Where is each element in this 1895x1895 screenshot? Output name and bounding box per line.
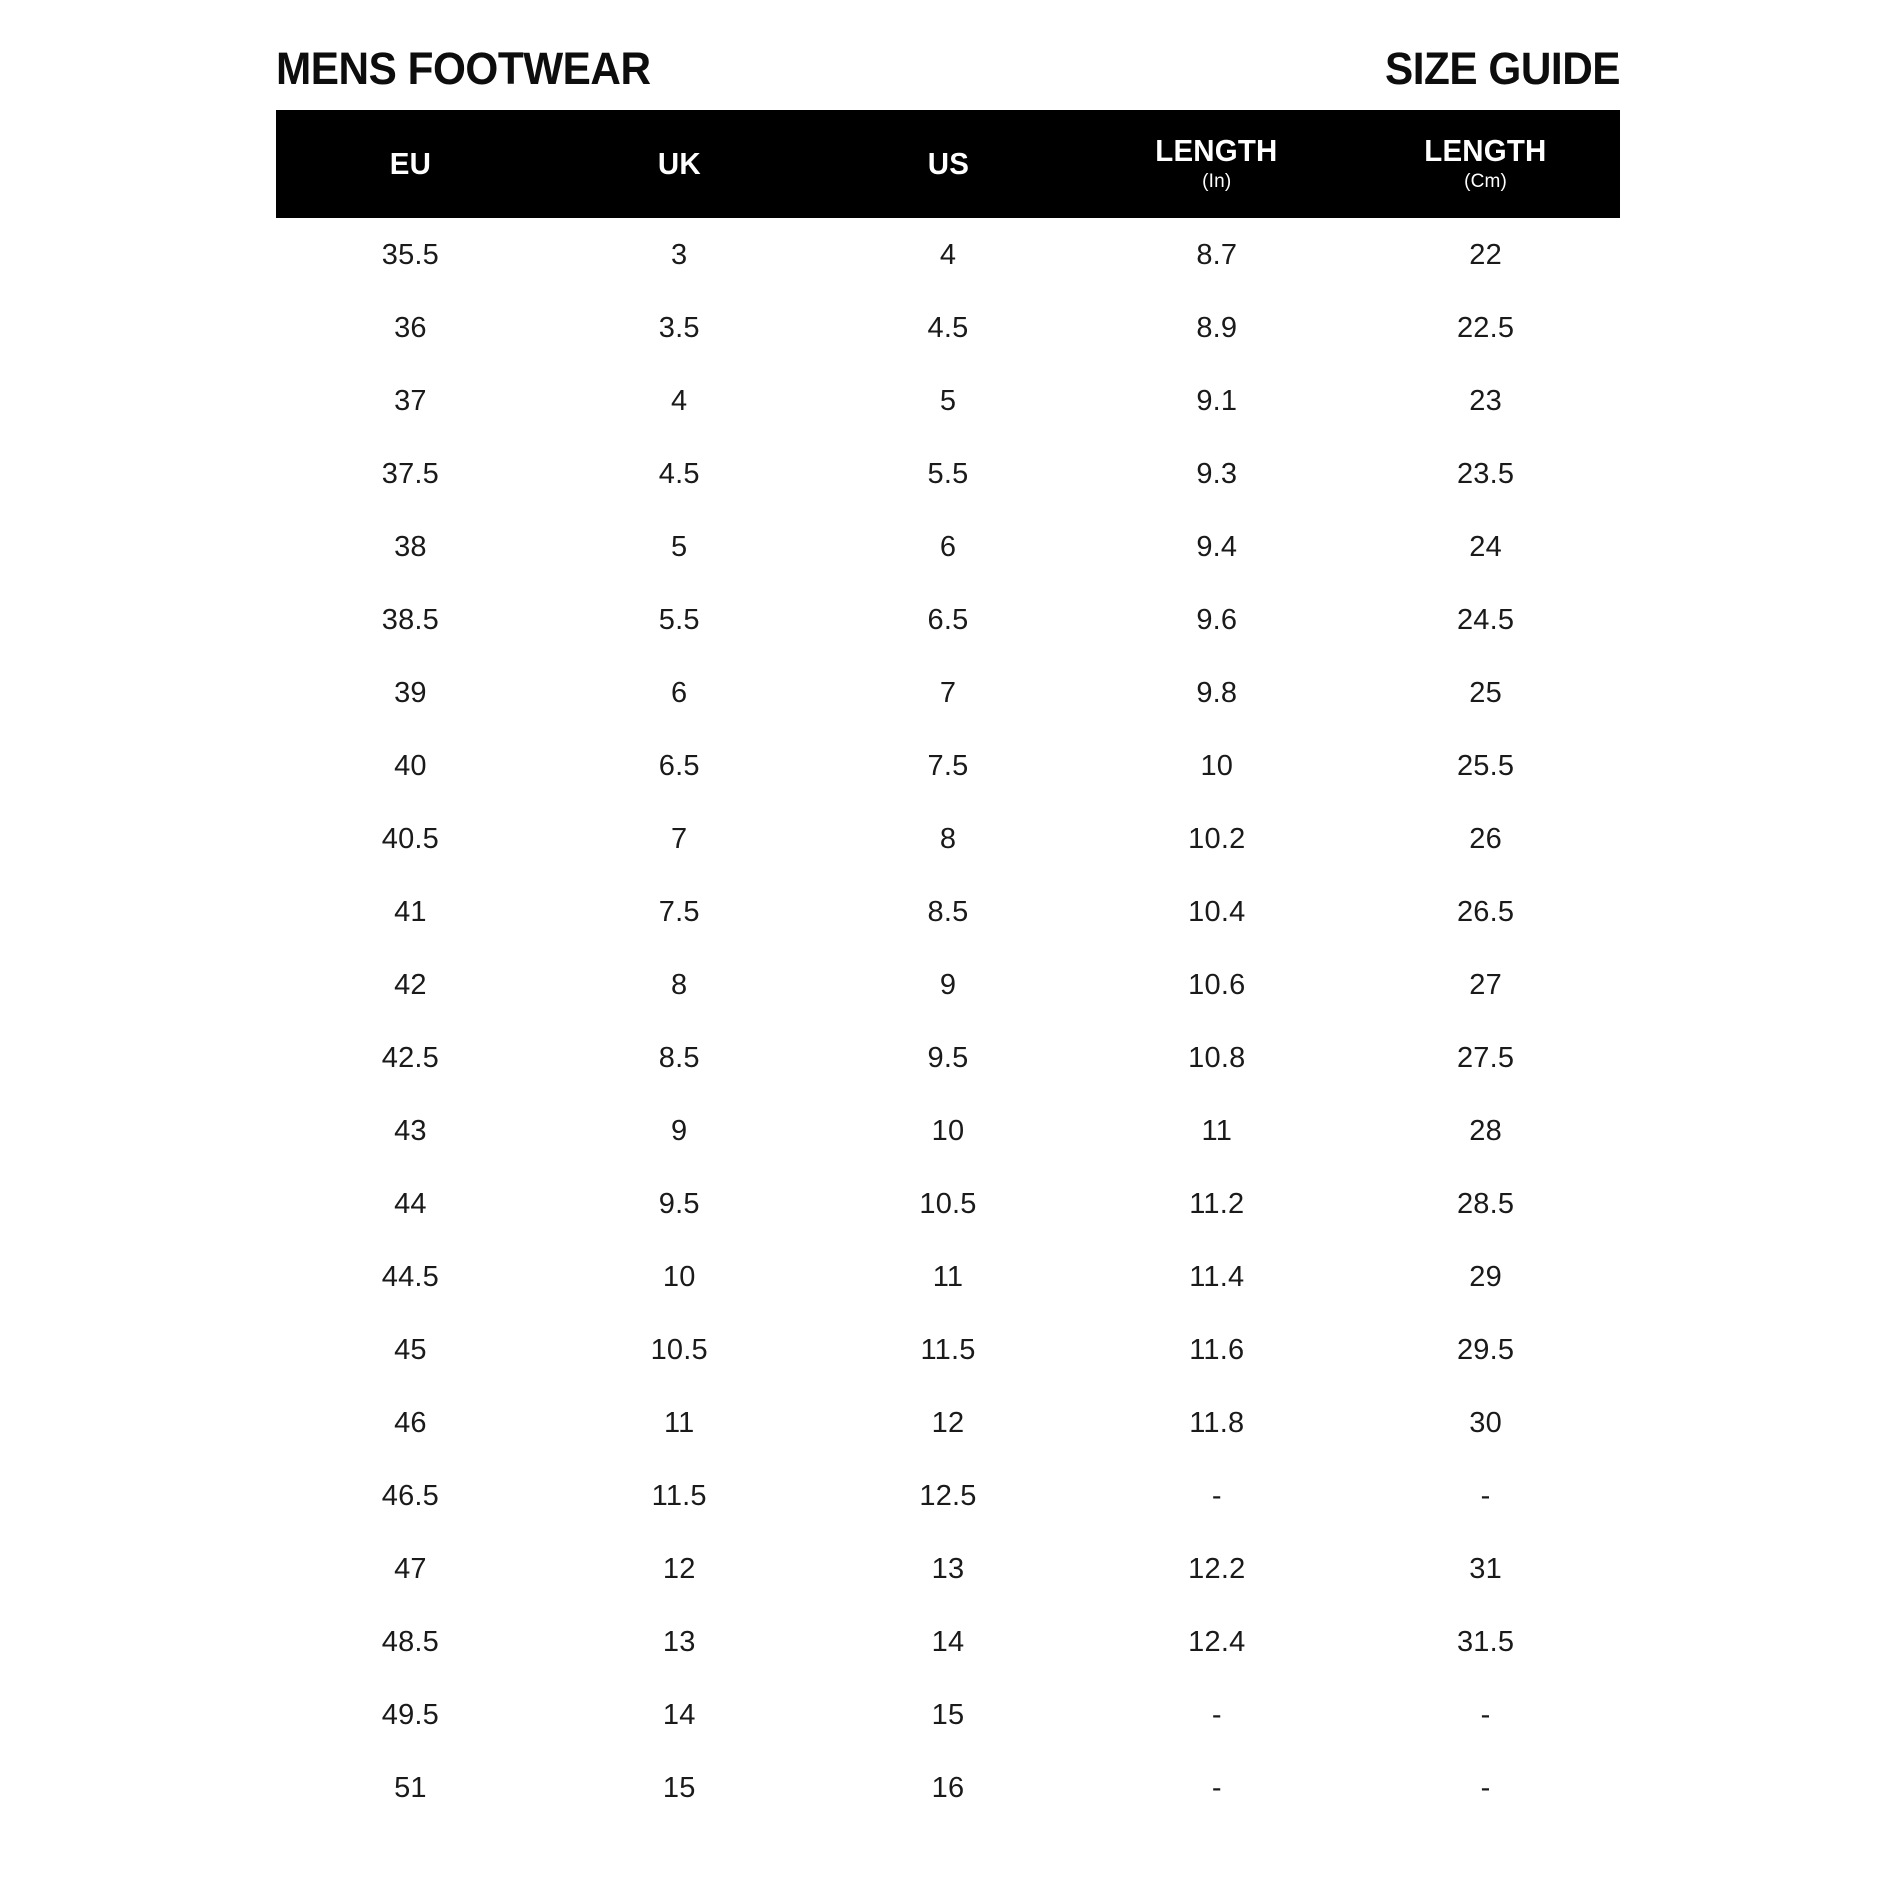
cell-us: 9.5 xyxy=(927,1041,969,1074)
cell-eu: 44.5 xyxy=(381,1260,440,1293)
cell-uk: 15 xyxy=(662,1771,696,1804)
column-header-length-cm-label: LENGTH xyxy=(1424,133,1547,168)
column-header-length-in-label: LENGTH xyxy=(1155,133,1278,168)
cell-eu: 46 xyxy=(394,1406,427,1439)
table-row xyxy=(276,1532,1620,1605)
cell-length-in: 9.8 xyxy=(1196,676,1238,709)
cell-length-cm: 31 xyxy=(1469,1552,1502,1585)
table-row xyxy=(276,802,1620,875)
cell-length-cm: 22.5 xyxy=(1456,311,1515,344)
cell-eu: 37 xyxy=(394,384,427,417)
cell-uk: 9 xyxy=(671,1114,688,1147)
cell-eu: 49.5 xyxy=(381,1698,440,1731)
column-header-uk-label: UK xyxy=(657,146,701,181)
cell-us: 15 xyxy=(931,1698,965,1731)
cell-eu: 47 xyxy=(394,1552,427,1585)
table-row xyxy=(276,875,1620,948)
cell-us: 7.5 xyxy=(927,749,969,782)
table-header xyxy=(276,110,1620,218)
cell-us: 10.5 xyxy=(919,1187,977,1220)
cell-length-in: 9.6 xyxy=(1196,603,1238,636)
column-header-length-cm-unit: (Cm) xyxy=(1464,171,1508,192)
cell-eu: 51 xyxy=(394,1771,427,1804)
cell-us: 6 xyxy=(939,530,957,563)
column-header-us-label: US xyxy=(927,146,969,181)
table-row xyxy=(276,1751,1620,1824)
page-header xyxy=(276,36,1620,92)
cell-uk: 6.5 xyxy=(658,749,700,782)
cell-length-in: 8.9 xyxy=(1196,311,1238,344)
table-row xyxy=(276,1240,1620,1313)
cell-uk: 11 xyxy=(663,1406,695,1439)
cell-length-in: - xyxy=(1211,1771,1222,1804)
cell-length-cm: 30 xyxy=(1469,1406,1502,1439)
cell-eu: 48.5 xyxy=(381,1625,440,1658)
cell-length-in: - xyxy=(1211,1698,1222,1731)
table-row xyxy=(276,1678,1620,1751)
table-header-row xyxy=(276,110,1620,218)
cell-uk: 4 xyxy=(671,384,688,417)
cell-us: 13 xyxy=(931,1552,965,1585)
column-header-length-in xyxy=(1082,110,1351,218)
cell-length-cm: - xyxy=(1480,1479,1491,1512)
table-body xyxy=(276,218,1620,1824)
cell-length-in: 11.2 xyxy=(1189,1187,1245,1220)
cell-uk: 11.5 xyxy=(651,1479,707,1512)
cell-eu: 39 xyxy=(394,676,427,709)
cell-length-cm: 26.5 xyxy=(1456,895,1515,928)
cell-length-cm: 26 xyxy=(1469,822,1502,855)
cell-uk: 3.5 xyxy=(658,311,700,344)
cell-us: 10 xyxy=(931,1114,965,1147)
cell-length-cm: 27 xyxy=(1469,968,1502,1001)
cell-eu: 40 xyxy=(394,749,427,782)
table-row xyxy=(276,1021,1620,1094)
size-guide-label: SIZE GUIDE xyxy=(1384,43,1620,94)
column-header-length-in-unit: (In) xyxy=(1202,171,1232,192)
cell-uk: 9.5 xyxy=(658,1187,700,1220)
table-row xyxy=(276,1386,1620,1459)
cell-length-cm: 29.5 xyxy=(1456,1333,1515,1366)
cell-length-cm: 27.5 xyxy=(1456,1041,1515,1074)
cell-eu: 41 xyxy=(394,895,427,928)
cell-length-in: 10.6 xyxy=(1188,968,1246,1001)
cell-eu: 42 xyxy=(394,968,427,1001)
table-row xyxy=(276,1313,1620,1386)
cell-length-cm: - xyxy=(1480,1771,1491,1804)
cell-length-in: 10.4 xyxy=(1188,895,1246,928)
cell-length-cm: 31.5 xyxy=(1456,1625,1515,1658)
cell-eu: 36 xyxy=(394,311,427,344)
cell-us: 12.5 xyxy=(919,1479,977,1512)
cell-us: 5 xyxy=(939,384,957,417)
column-header-us xyxy=(814,110,1083,218)
table-row xyxy=(276,583,1620,656)
cell-eu: 43 xyxy=(394,1114,427,1147)
cell-uk: 5 xyxy=(671,530,688,563)
cell-length-in: 9.1 xyxy=(1196,384,1238,417)
cell-us: 6.5 xyxy=(927,603,969,636)
cell-length-in: 9.4 xyxy=(1196,530,1238,563)
cell-us: 11 xyxy=(932,1260,964,1293)
cell-us: 14 xyxy=(931,1625,965,1658)
cell-us: 8 xyxy=(939,822,957,855)
table-row xyxy=(276,218,1620,291)
table-row xyxy=(276,291,1620,364)
cell-length-cm: 24 xyxy=(1469,530,1502,563)
cell-us: 8.5 xyxy=(927,895,969,928)
table-row xyxy=(276,510,1620,583)
cell-uk: 10.5 xyxy=(650,1333,708,1366)
cell-length-cm: 25.5 xyxy=(1456,749,1515,782)
cell-length-in: 12.2 xyxy=(1188,1552,1246,1585)
table-row xyxy=(276,437,1620,510)
cell-uk: 8.5 xyxy=(658,1041,700,1074)
column-header-eu xyxy=(276,110,545,218)
column-header-length-cm xyxy=(1351,110,1620,218)
cell-uk: 7.5 xyxy=(658,895,700,928)
table-row xyxy=(276,1167,1620,1240)
cell-length-in: 10.2 xyxy=(1188,822,1246,855)
cell-us: 16 xyxy=(931,1771,965,1804)
cell-uk: 3 xyxy=(671,238,688,271)
cell-eu: 35.5 xyxy=(381,238,440,271)
cell-us: 5.5 xyxy=(927,457,969,490)
cell-length-cm: - xyxy=(1480,1698,1491,1731)
table-row xyxy=(276,729,1620,802)
cell-us: 4 xyxy=(939,238,957,271)
cell-uk: 14 xyxy=(662,1698,696,1731)
table-row xyxy=(276,364,1620,437)
cell-length-in: 8.7 xyxy=(1196,238,1238,271)
cell-us: 9 xyxy=(939,968,957,1001)
cell-length-cm: 22 xyxy=(1469,238,1502,271)
cell-eu: 38 xyxy=(394,530,427,563)
cell-us: 12 xyxy=(931,1406,965,1439)
table-row xyxy=(276,948,1620,1021)
cell-length-in: 11.4 xyxy=(1189,1260,1245,1293)
cell-length-in: 11 xyxy=(1201,1114,1233,1147)
cell-uk: 7 xyxy=(671,822,688,855)
cell-eu: 37.5 xyxy=(381,457,440,490)
size-chart-table xyxy=(276,110,1620,1824)
cell-uk: 13 xyxy=(662,1625,696,1658)
cell-length-cm: 29 xyxy=(1469,1260,1502,1293)
cell-uk: 6 xyxy=(671,676,688,709)
cell-length-cm: 24.5 xyxy=(1456,603,1515,636)
cell-length-cm: 23.5 xyxy=(1456,457,1515,490)
cell-length-cm: 25 xyxy=(1469,676,1502,709)
cell-uk: 4.5 xyxy=(658,457,700,490)
cell-eu: 40.5 xyxy=(381,822,440,855)
cell-length-cm: 28 xyxy=(1469,1114,1502,1147)
cell-length-in: - xyxy=(1211,1479,1222,1512)
cell-us: 11.5 xyxy=(920,1333,976,1366)
cell-uk: 10 xyxy=(662,1260,696,1293)
cell-eu: 38.5 xyxy=(381,603,440,636)
cell-eu: 45 xyxy=(394,1333,427,1366)
column-header-uk xyxy=(545,110,814,218)
cell-uk: 5.5 xyxy=(658,603,700,636)
table-row xyxy=(276,1094,1620,1167)
table-row xyxy=(276,1605,1620,1678)
column-header-eu-label: EU xyxy=(389,146,432,181)
cell-uk: 8 xyxy=(671,968,688,1001)
cell-length-in: 12.4 xyxy=(1188,1625,1246,1658)
page-title: MENS FOOTWEAR xyxy=(276,43,651,94)
table-row xyxy=(276,656,1620,729)
cell-length-in: 10 xyxy=(1200,749,1234,782)
cell-eu: 44 xyxy=(394,1187,427,1220)
cell-eu: 46.5 xyxy=(381,1479,440,1512)
cell-us: 7 xyxy=(939,676,957,709)
cell-length-in: 11.6 xyxy=(1189,1333,1245,1366)
cell-length-in: 9.3 xyxy=(1196,457,1238,490)
cell-length-cm: 28.5 xyxy=(1456,1187,1515,1220)
cell-length-cm: 23 xyxy=(1469,384,1502,417)
cell-uk: 12 xyxy=(662,1552,696,1585)
cell-eu: 42.5 xyxy=(381,1041,440,1074)
cell-us: 4.5 xyxy=(927,311,969,344)
cell-length-in: 11.8 xyxy=(1189,1406,1245,1439)
cell-length-in: 10.8 xyxy=(1188,1041,1246,1074)
table-row xyxy=(276,1459,1620,1532)
